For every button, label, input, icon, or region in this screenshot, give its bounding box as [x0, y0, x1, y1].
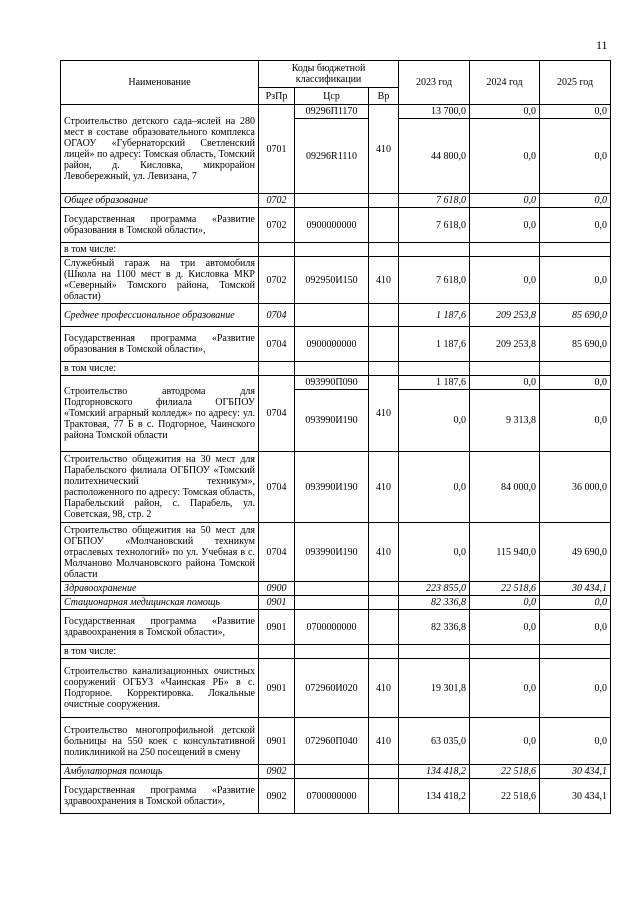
row-2023: 19 301,8: [399, 659, 470, 718]
row-2024: 0,0: [470, 194, 540, 208]
row-2025: 0,0: [540, 390, 611, 452]
table-row: [61, 659, 611, 718]
row-2025: 49 690,0: [540, 523, 611, 582]
row-vr: 410: [369, 376, 399, 452]
row-name: Общее образование: [61, 194, 259, 208]
row-vr: [369, 610, 399, 645]
row-cer: [295, 596, 369, 610]
row-vr: [369, 194, 399, 208]
row-2023: 0,0: [399, 452, 470, 523]
row-name: Амбулаторная помощь: [61, 765, 259, 779]
row-cer: 093990П090: [295, 376, 369, 390]
row-2025: 0,0: [540, 208, 611, 243]
header-cer: Цср: [295, 88, 369, 105]
row-2023: 1 187,6: [399, 304, 470, 327]
row-vr: 410: [369, 257, 399, 304]
row-rzpr: 0902: [259, 779, 295, 814]
row-rzpr: 0704: [259, 304, 295, 327]
row-cer: 093990И190: [295, 390, 369, 452]
row-cer: 093990И190: [295, 452, 369, 523]
row-rzpr: 0704: [259, 376, 295, 452]
row-name: Строительство канализационных очистных сооружений ОГБУЗ «Чаинская РБ» в с. Подгорное. Корректировка. Локальные очистные сооружения.: [61, 659, 259, 718]
row-name: Строительство автодрома для Подгорновского филиала ОГБПОУ «Томский аграрный колледж» по адресу: ул. Трактовая, 77 Б в с. Подгорное, Чаинского района Томской области: [61, 376, 259, 452]
row-cer: 072960П040: [295, 718, 369, 765]
row-rzpr: 0901: [259, 718, 295, 765]
row-vr: 410: [369, 718, 399, 765]
row-2025: 30 434,1: [540, 582, 611, 596]
row-2025: 0,0: [540, 718, 611, 765]
row-vr: 410: [369, 452, 399, 523]
row-name: Здравоохранение: [61, 582, 259, 596]
row-2023: 7 618,0: [399, 257, 470, 304]
row-rzpr: 0704: [259, 327, 295, 362]
row-2023: 1 187,6: [399, 376, 470, 390]
row-cer: 093990И190: [295, 523, 369, 582]
row-2023: 0,0: [399, 523, 470, 582]
row-cer: 09296П1170: [295, 105, 369, 119]
row-name: в том числе:: [61, 645, 259, 659]
row-2025: 0,0: [540, 119, 611, 194]
row-2025: 0,0: [540, 610, 611, 645]
row-cer: 092950И150: [295, 257, 369, 304]
table-row: [61, 362, 611, 376]
header-2024: 2024 год: [470, 61, 540, 105]
table-row: [61, 718, 611, 765]
row-2023: 1 187,6: [399, 327, 470, 362]
table-row: [61, 194, 611, 208]
row-name: Строительство многопрофильной детской больницы на 550 коек с консультативной поликлиникой на 250 посещений в смену: [61, 718, 259, 765]
budget-table: [60, 60, 611, 814]
row-2023: 63 035,0: [399, 718, 470, 765]
row-2023: 82 336,8: [399, 596, 470, 610]
row-2024: 0,0: [470, 718, 540, 765]
row-2024: 115 940,0: [470, 523, 540, 582]
row-rzpr: 0900: [259, 582, 295, 596]
row-cer: 0700000000: [295, 779, 369, 814]
row-vr: [369, 304, 399, 327]
row-name: Государственная программа «Развитие здравоохранения в Томской области»,: [61, 610, 259, 645]
row-2025: 0,0: [540, 257, 611, 304]
row-2025: 36 000,0: [540, 452, 611, 523]
row-2023: 223 855,0: [399, 582, 470, 596]
row-2024: 0,0: [470, 659, 540, 718]
header-2025: 2025 год: [540, 61, 611, 105]
row-cer: [295, 194, 369, 208]
row-name: Государственная программа «Развитие образования в Томской области»,: [61, 208, 259, 243]
row-rzpr: 0901: [259, 659, 295, 718]
row-2023: 13 700,0: [399, 105, 470, 119]
row-2024: 0,0: [470, 257, 540, 304]
row-2024: 0,0: [470, 119, 540, 194]
row-2024: 0,0: [470, 208, 540, 243]
row-name: Среднее профессиональное образование: [61, 304, 259, 327]
row-2024: 209 253,8: [470, 304, 540, 327]
row-2024: 22 518,6: [470, 779, 540, 814]
row-cer: 09296R1110: [295, 119, 369, 194]
row-2025: 30 434,1: [540, 779, 611, 814]
table-row: [61, 765, 611, 779]
table-row: [61, 779, 611, 814]
row-rzpr: 0704: [259, 523, 295, 582]
header-name: Наименование: [61, 61, 259, 105]
row-name: в том числе:: [61, 243, 259, 257]
row-name: Строительство общежития на 30 мест для Парабельского филиала ОГБПОУ «Томский политехнический техникум», расположенного по адресу: Томская область, Парабельский район, с. Парабель, ул. Советская, 98, стр. 2: [61, 452, 259, 523]
header-codes: Коды бюджетной классификации: [259, 61, 399, 88]
row-2023: 7 618,0: [399, 194, 470, 208]
table-row: [61, 452, 611, 523]
row-vr: [369, 208, 399, 243]
row-2023: 0,0: [399, 390, 470, 452]
row-2024: 22 518,6: [470, 582, 540, 596]
row-2025: 85 690,0: [540, 327, 611, 362]
row-2024: 0,0: [470, 376, 540, 390]
row-name: Государственная программа «Развитие здравоохранения в Томской области»,: [61, 779, 259, 814]
row-rzpr: 0901: [259, 610, 295, 645]
row-vr: 410: [369, 659, 399, 718]
row-rzpr: 0901: [259, 596, 295, 610]
row-vr: [369, 765, 399, 779]
row-cer: [295, 765, 369, 779]
row-rzpr: 0902: [259, 765, 295, 779]
row-rzpr: 0702: [259, 208, 295, 243]
row-2024: 209 253,8: [470, 327, 540, 362]
row-2025: 85 690,0: [540, 304, 611, 327]
header-row: [61, 61, 611, 88]
row-cer: 072960И020: [295, 659, 369, 718]
table-row: [61, 376, 611, 390]
row-vr: 410: [369, 523, 399, 582]
table-row: [61, 596, 611, 610]
header-rzpr: РзПр: [259, 88, 295, 105]
row-cer: 0700000000: [295, 610, 369, 645]
table-row: [61, 105, 611, 119]
row-vr: [369, 582, 399, 596]
row-2024: 0,0: [470, 610, 540, 645]
row-rzpr: 0702: [259, 257, 295, 304]
table-row: [61, 610, 611, 645]
header-vr: Вр: [369, 88, 399, 105]
page-number: 11: [596, 38, 608, 52]
row-vr: [369, 779, 399, 814]
row-2023: 134 418,2: [399, 779, 470, 814]
row-2025: 0,0: [540, 596, 611, 610]
table-row: [61, 243, 611, 257]
row-rzpr: 0701: [259, 105, 295, 194]
row-2023: 82 336,8: [399, 610, 470, 645]
row-2025: 0,0: [540, 376, 611, 390]
table-row: [61, 208, 611, 243]
table-row: [61, 645, 611, 659]
row-2023: 7 618,0: [399, 208, 470, 243]
row-2025: 0,0: [540, 659, 611, 718]
row-2024: 22 518,6: [470, 765, 540, 779]
row-name: Стационарная медицинская помощь: [61, 596, 259, 610]
row-2024: 0,0: [470, 596, 540, 610]
row-vr: [369, 596, 399, 610]
row-name: Строительство общежития на 50 мест для ОГБПОУ «Молчановский техникум отраслевых технологий» по ул. Учебная в с. Молчаново Молчановского района Томской области: [61, 523, 259, 582]
row-vr: 410: [369, 105, 399, 194]
row-2024: 84 000,0: [470, 452, 540, 523]
row-2025: 30 434,1: [540, 765, 611, 779]
row-2023: 134 418,2: [399, 765, 470, 779]
row-2024: 9 313,8: [470, 390, 540, 452]
row-name: Служебный гараж на три автомобиля (Школа на 1100 мест в д. Кисловка МКР «Северный» Томского района, Томской области): [61, 257, 259, 304]
row-vr: [369, 327, 399, 362]
table-row: [61, 304, 611, 327]
table-row: [61, 582, 611, 596]
row-cer: [295, 582, 369, 596]
row-cer: 0900000000: [295, 208, 369, 243]
row-2023: 44 800,0: [399, 119, 470, 194]
header-2023: 2023 год: [399, 61, 470, 105]
row-name: Строительство детского сада–яслей на 280 мест в составе образовательного комплекса ОГАОУ «Губернаторский Светленский лицей» по адресу: Томская область, Томский район, д. Кисловка, микрорайон Левобережный, ул. Левизана, 7: [61, 105, 259, 194]
table-row: [61, 257, 611, 304]
row-2024: 0,0: [470, 105, 540, 119]
row-2025: 0,0: [540, 105, 611, 119]
row-cer: 0900000000: [295, 327, 369, 362]
row-rzpr: 0704: [259, 452, 295, 523]
table-row: [61, 327, 611, 362]
row-rzpr: 0702: [259, 194, 295, 208]
table-row: [61, 523, 611, 582]
row-name: в том числе:: [61, 362, 259, 376]
row-name: Государственная программа «Развитие образования в Томской области»,: [61, 327, 259, 362]
row-2025: 0,0: [540, 194, 611, 208]
row-cer: [295, 304, 369, 327]
